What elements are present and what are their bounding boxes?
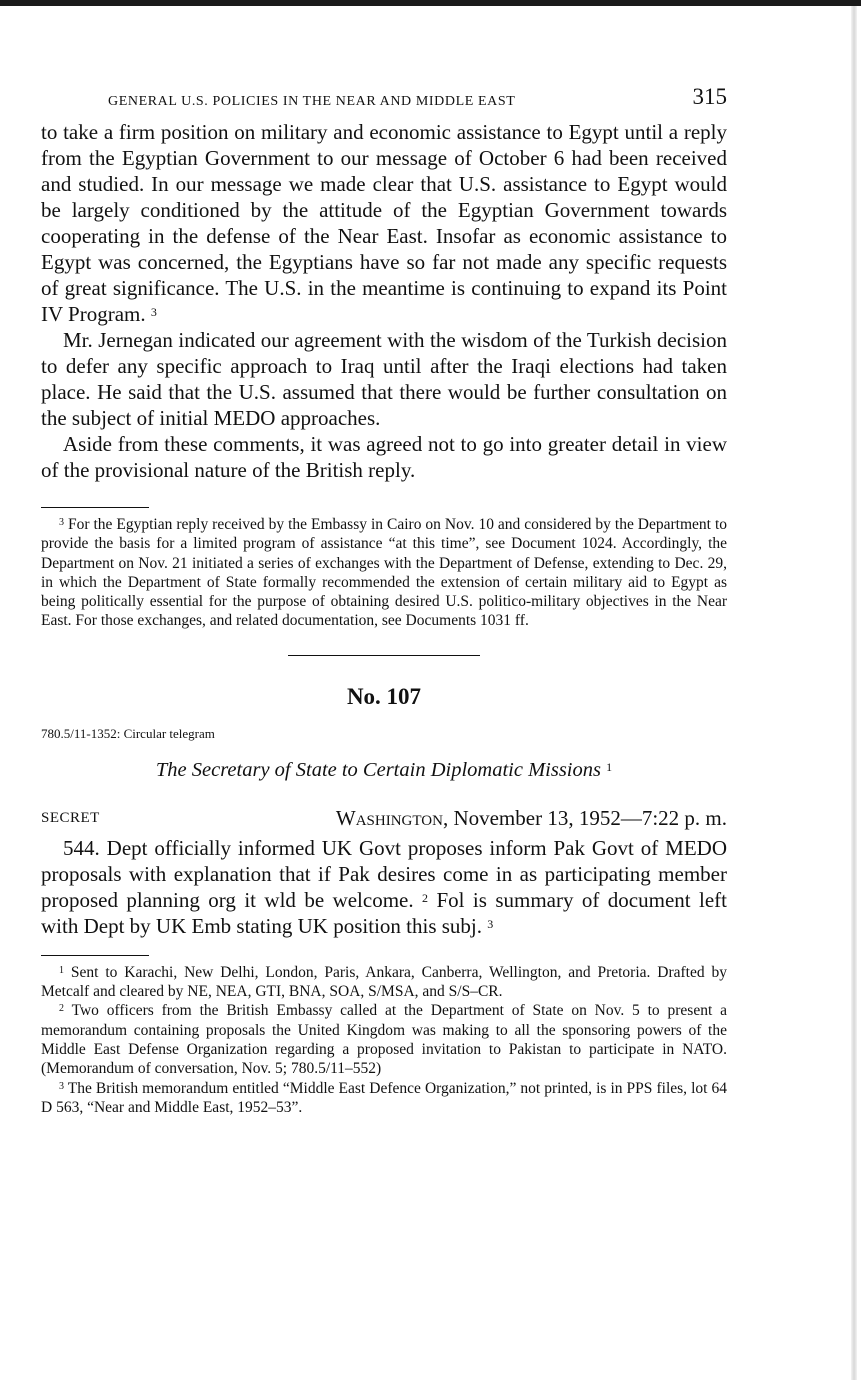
footnote-reference: 3 <box>150 305 157 319</box>
document-title-text: The Secretary of State to Certain Diplomatic Missions <box>155 758 601 781</box>
footnote-mark: 3 <box>59 1080 64 1092</box>
footnote <box>41 1001 727 1078</box>
footnote <box>41 963 727 1002</box>
page-number: 315 <box>692 84 727 109</box>
footnote <box>41 515 727 631</box>
footnote-rule <box>41 955 149 956</box>
footnote-text: Sent to Karachi, New Delhi, London, Paris, Ankara, Canberra, Wellington, and Pretoria. Drafted by Metcalf and cleared by NE, NEA, GTI, BNA, SOA, S/MSA, and S/S–CR. <box>41 963 728 1001</box>
continuation-paragraph-1 <box>41 119 727 327</box>
scan-top-border <box>0 0 861 6</box>
footnote-text: Two officers from the British Embassy called at the Department of State on Nov. 5 to present a memorandum containing proposals the United Kingdom was making to all the sponsoring powers of the Middle East Defense Organization regarding a proposed invitation to Pakistan to participate in NATO. (Memorandum of conversation, Nov. 5; 780.5/11–552) <box>41 1002 727 1078</box>
running-head <box>41 80 727 120</box>
continuation-paragraph-2: Mr. Jernegan indicated our agreement with the wisdom of the Turkish decision to defer any specific approach to Iraq until after the Iraqi elections had taken place. He said that the U.S. assumed that there would be further consultation on the subject of initial MEDO approaches. <box>41 328 727 430</box>
footnote-reference: 3 <box>487 916 494 931</box>
continuation-paragraph-3: Aside from these comments, it was agreed not to go into greater detail in view of the provisional nature of the British reply. <box>41 432 727 482</box>
footnote <box>41 1079 727 1118</box>
scan-right-edge <box>851 6 857 1380</box>
footnote-reference: 2 <box>422 890 429 905</box>
footnotes-section-top <box>41 515 727 631</box>
footnote-mark: 2 <box>59 1003 64 1015</box>
footnote-mark: 1 <box>59 964 64 976</box>
footnote-mark: 3 <box>59 517 64 528</box>
footnote-text: The British memorandum entitled “Middle East Defence Organization,” not printed, is in PPS files, lot 64 D 563, “Near and Middle East, 1952–53”. <box>41 1079 727 1116</box>
dateline <box>41 806 727 832</box>
running-head-title: GENERAL U.S. POLICIES IN THE NEAR AND MIDDLE EAST <box>108 94 516 109</box>
document-title <box>41 759 727 782</box>
telegram-body <box>41 835 727 939</box>
telegram-text: 544. Dept officially informed UK Govt proposes inform Pak Govt of MEDO proposals with explanation that if Pak desires come in as participating member proposed planning org it wld be welcome. <box>41 835 727 912</box>
file-reference: 780.5/11-1352: Circular telegram <box>41 725 215 741</box>
document-page <box>41 80 727 1117</box>
document-number: No. 107 <box>346 683 422 709</box>
paragraph-text: to take a firm position on military and economic assistance to Egypt until a reply from the Egyptian Government to our message of October 6 had been received and studied. In our message we made clear that U.S. assistance to Egypt would be largely conditioned by the attitude of the Egyptian Government towards cooperating in the defense of the Near East. Insofar as economic assistance to Egypt was concerned, the Egyptians have so far not made any specific requests of great significance. The U.S. in the meantime is continuing to expand its Point IV Program. <box>41 120 727 326</box>
place-and-date <box>336 806 727 831</box>
section-divider <box>288 655 480 656</box>
footnote-rule <box>41 507 149 508</box>
telegram-text: Fol is summary of document left with Dept by UK Emb stating UK position this subj. <box>41 887 728 938</box>
classification: SECRET <box>41 809 100 826</box>
footnote-text: For the Egyptian reply received by the Embassy in Cairo on Nov. 10 and considered by the Department to provide the basis for a limited program of assistance “at this time”, see Document 1024. Accordingly, the Department on Nov. 21 initiated a series of exchanges with the Department of Defense, extending to Dec. 29, in which the Department of State formally recommended the extension of certain military aid to Egypt as being politically essential for the purpose of obtaining desired U.S. politico-military objectives in the Near East. For those exchanges, and related documentation, see Documents 1031 ff. <box>41 516 727 630</box>
footnote-reference: 1 <box>606 759 613 774</box>
place: Washington <box>335 805 443 830</box>
date: , November 13, 1952—7:22 p. m. <box>442 805 727 830</box>
continuation-text <box>41 119 727 483</box>
footnotes-section-bottom <box>41 963 727 1117</box>
telegram-paragraph <box>41 835 727 939</box>
